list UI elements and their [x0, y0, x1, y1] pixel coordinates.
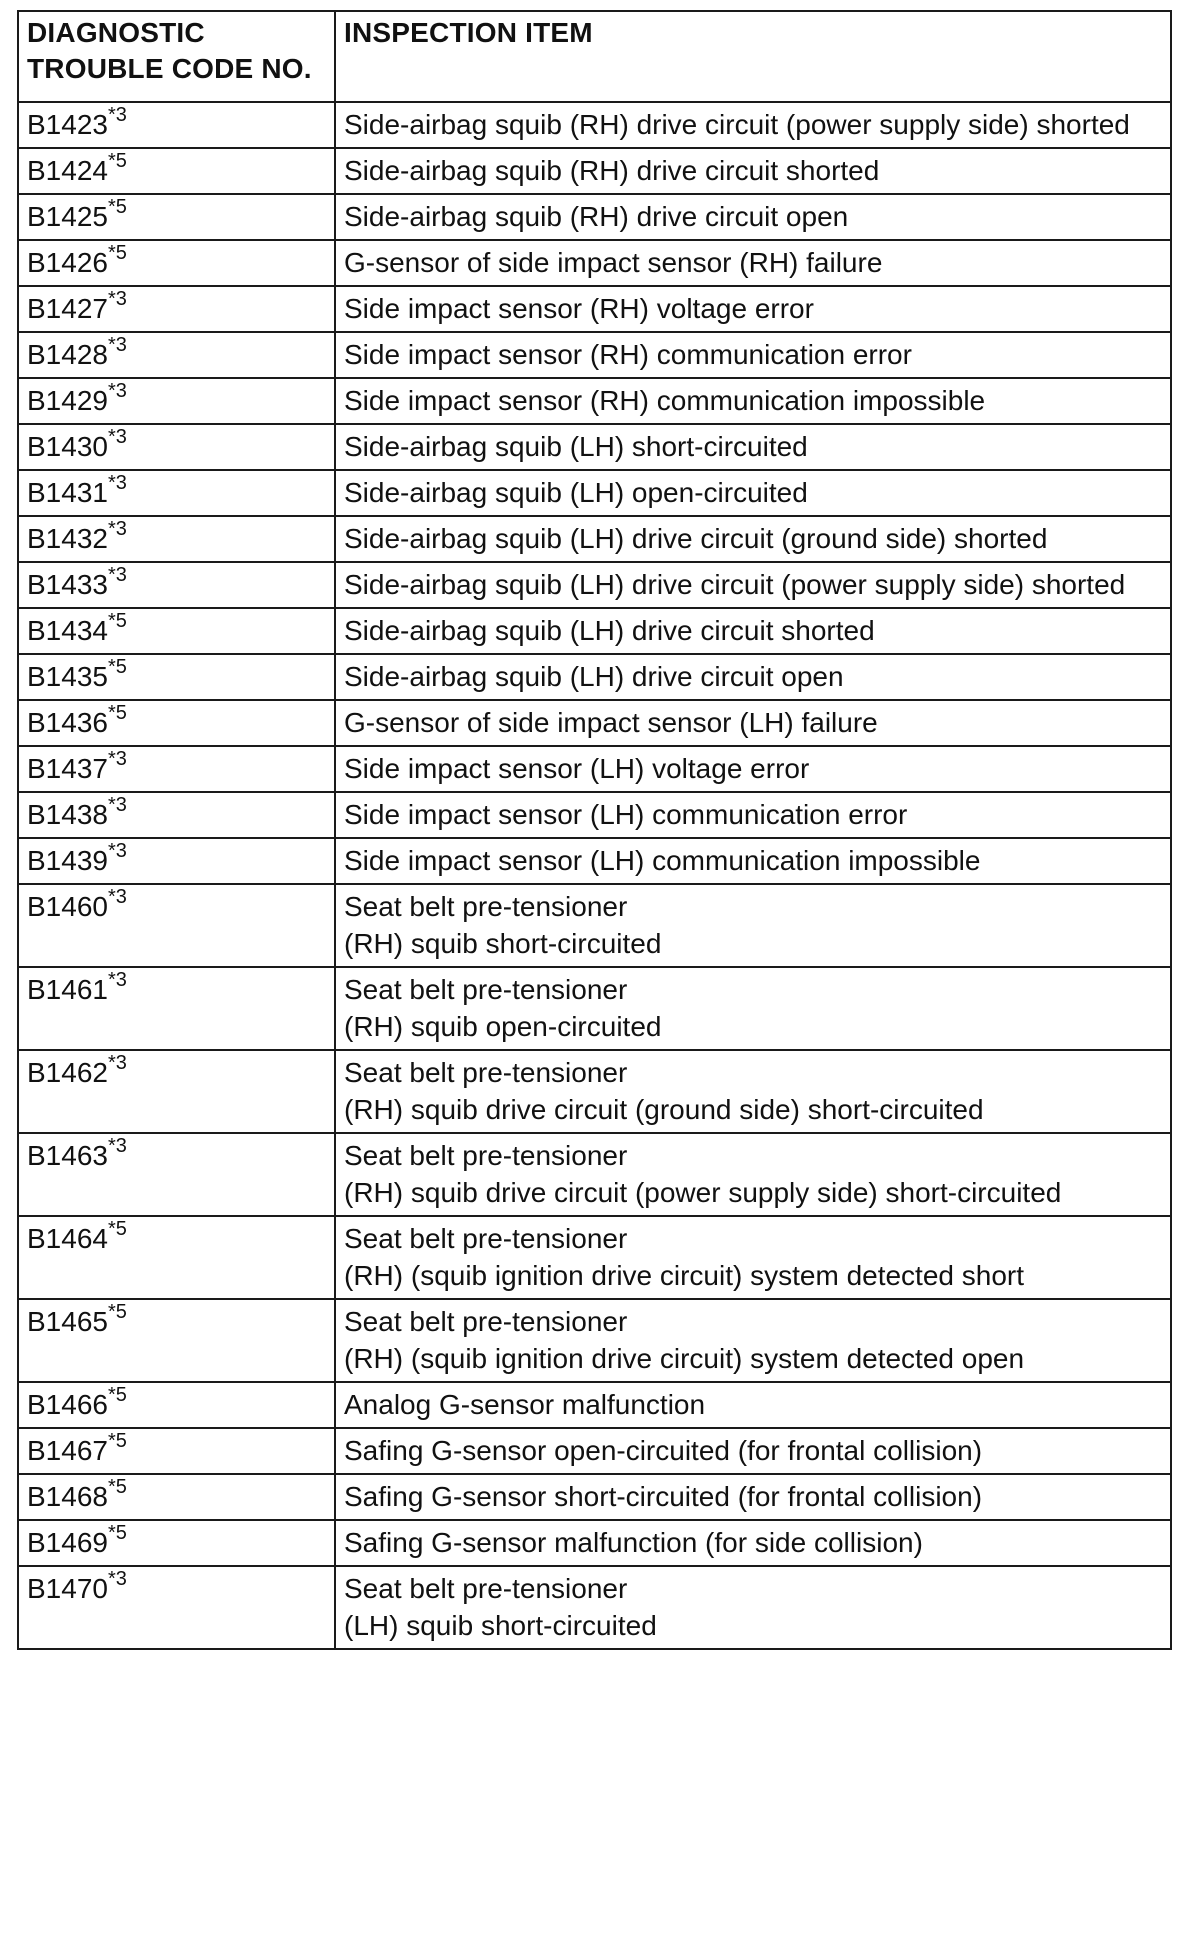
- header-code: [18, 11, 335, 102]
- footnote-marker: *5: [107, 1300, 127, 1323]
- dtc-code-cell: [18, 1428, 335, 1474]
- dtc-code: B1425: [27, 201, 108, 232]
- inspection-item-cell: [335, 1428, 1171, 1474]
- table-row: [18, 700, 1171, 746]
- dtc-code-cell: [18, 470, 335, 516]
- footnote-marker: *3: [107, 103, 127, 126]
- inspection-item-cell: [335, 378, 1171, 424]
- dtc-code-cell: [18, 608, 335, 654]
- inspection-item-text: Safing G-sensor open-circuited (for frontal collision): [344, 1435, 983, 1466]
- inspection-item-text: Safing G-sensor malfunction (for side collision): [344, 1527, 923, 1558]
- footnote-marker: *5: [107, 1475, 127, 1498]
- footnote-marker: *5: [107, 701, 127, 724]
- inspection-item-text: Side-airbag squib (LH) short-circuited: [344, 431, 808, 462]
- inspection-item-text: Side impact sensor (RH) communication error: [344, 339, 912, 370]
- dtc-code: B1431: [27, 477, 108, 508]
- inspection-item-cell: [335, 470, 1171, 516]
- inspection-item-cell: [335, 194, 1171, 240]
- dtc-code-cell: [18, 838, 335, 884]
- footnote-marker: *3: [107, 747, 127, 770]
- dtc-code: B1460: [27, 891, 108, 922]
- inspection-item-cell: [335, 562, 1171, 608]
- table-row: [18, 332, 1171, 378]
- footnote-marker: *3: [107, 379, 127, 402]
- footnote-marker: *5: [107, 1217, 127, 1240]
- footnote-marker: *3: [107, 517, 127, 540]
- dtc-code: B1436: [27, 707, 108, 738]
- dtc-code: B1438: [27, 799, 108, 830]
- footnote-marker: *5: [107, 1521, 127, 1544]
- footnote-marker: *5: [107, 1429, 127, 1452]
- inspection-item-cell: [335, 884, 1171, 967]
- dtc-code-cell: [18, 1050, 335, 1133]
- inspection-item-cell: [335, 148, 1171, 194]
- table-row: [18, 1050, 1171, 1133]
- inspection-item-cell: [335, 1382, 1171, 1428]
- table-body: [18, 102, 1171, 1649]
- dtc-code-cell: [18, 424, 335, 470]
- inspection-item-text: Side impact sensor (LH) voltage error: [344, 753, 810, 784]
- footnote-marker: *3: [107, 333, 127, 356]
- dtc-code-cell: [18, 1566, 335, 1649]
- dtc-code-cell: [18, 792, 335, 838]
- dtc-code: B1433: [27, 569, 108, 600]
- footnote-marker: *5: [107, 195, 127, 218]
- dtc-code: B1463: [27, 1140, 108, 1171]
- dtc-code: B1432: [27, 523, 108, 554]
- footnote-marker: *3: [107, 471, 127, 494]
- inspection-item-text: G-sensor of side impact sensor (RH) failure: [344, 247, 883, 278]
- dtc-code-cell: [18, 1520, 335, 1566]
- inspection-item-text: (RH) squib drive circuit (power supply side) short-circuited: [344, 1177, 1062, 1208]
- header-item-label: INSPECTION ITEM: [344, 17, 593, 48]
- dtc-code: B1424: [27, 155, 108, 186]
- dtc-code: B1430: [27, 431, 108, 462]
- table-row: [18, 240, 1171, 286]
- table-row: [18, 562, 1171, 608]
- inspection-item-text: Side-airbag squib (LH) open-circuited: [344, 477, 808, 508]
- header-inspection-item: [335, 11, 1171, 102]
- table-row: [18, 516, 1171, 562]
- table-row: [18, 967, 1171, 1050]
- dtc-code-cell: [18, 1382, 335, 1428]
- dtc-code-cell: [18, 967, 335, 1050]
- footnote-marker: *3: [107, 1134, 127, 1157]
- dtc-code: B1468: [27, 1481, 108, 1512]
- dtc-code: B1434: [27, 615, 108, 646]
- inspection-item-text: Safing G-sensor short-circuited (for frontal collision): [344, 1481, 983, 1512]
- inspection-item-text: Analog G-sensor malfunction: [344, 1389, 706, 1420]
- table-row: [18, 1474, 1171, 1520]
- footnote-marker: *3: [107, 1051, 127, 1074]
- inspection-item-text: Seat belt pre-tensioner: [344, 1306, 628, 1337]
- inspection-item-cell: [335, 240, 1171, 286]
- dtc-code-cell: [18, 746, 335, 792]
- inspection-item-cell: [335, 746, 1171, 792]
- dtc-code: B1423: [27, 109, 108, 140]
- dtc-code-cell: [18, 516, 335, 562]
- inspection-item-cell: [335, 286, 1171, 332]
- inspection-item-text: Side-airbag squib (LH) drive circuit (ground side) shorted: [344, 523, 1048, 554]
- dtc-code: B1462: [27, 1057, 108, 1088]
- inspection-item-text: (RH) squib drive circuit (ground side) short-circuited: [344, 1094, 984, 1125]
- inspection-item-cell: [335, 1216, 1171, 1299]
- footnote-marker: *3: [107, 968, 127, 991]
- inspection-item-cell: [335, 1474, 1171, 1520]
- table-row: [18, 1428, 1171, 1474]
- table-row: [18, 1520, 1171, 1566]
- dtc-code-cell: [18, 1474, 335, 1520]
- dtc-code-cell: [18, 286, 335, 332]
- table-row: [18, 654, 1171, 700]
- dtc-code-cell: [18, 148, 335, 194]
- dtc-code: B1467: [27, 1435, 108, 1466]
- inspection-item-cell: [335, 792, 1171, 838]
- inspection-item-text: Side impact sensor (LH) communication impossible: [344, 845, 981, 876]
- table-row: [18, 1216, 1171, 1299]
- dtc-code: B1469: [27, 1527, 108, 1558]
- dtc-code-cell: [18, 240, 335, 286]
- footnote-marker: *3: [107, 287, 127, 310]
- footnote-marker: *3: [107, 793, 127, 816]
- inspection-item-cell: [335, 102, 1171, 148]
- inspection-item-text: (RH) (squib ignition drive circuit) system detected short: [344, 1260, 1025, 1291]
- footnote-marker: *5: [107, 241, 127, 264]
- inspection-item-text: Seat belt pre-tensioner: [344, 974, 628, 1005]
- table-row: [18, 608, 1171, 654]
- dtc-code: B1466: [27, 1389, 108, 1420]
- footnote-marker: *3: [107, 885, 127, 908]
- inspection-item-text: (RH) (squib ignition drive circuit) system detected open: [344, 1343, 1025, 1374]
- inspection-item-cell: [335, 1133, 1171, 1216]
- table-row: [18, 424, 1171, 470]
- table-header-row: [18, 11, 1171, 102]
- footnote-marker: *5: [107, 149, 127, 172]
- dtc-code-cell: [18, 194, 335, 240]
- inspection-item-text: Side-airbag squib (LH) drive circuit shorted: [344, 615, 875, 646]
- dtc-code: B1439: [27, 845, 108, 876]
- table-row: [18, 884, 1171, 967]
- dtc-code-cell: [18, 1133, 335, 1216]
- inspection-item-cell: [335, 1050, 1171, 1133]
- footnote-marker: *5: [107, 1383, 127, 1406]
- inspection-item-text: Side-airbag squib (RH) drive circuit shorted: [344, 155, 880, 186]
- dtc-code-cell: [18, 332, 335, 378]
- dtc-code-cell: [18, 884, 335, 967]
- inspection-item-text: Seat belt pre-tensioner: [344, 1140, 628, 1171]
- dtc-code: B1465: [27, 1306, 108, 1337]
- table-row: [18, 378, 1171, 424]
- inspection-item-text: (RH) squib open-circuited: [344, 1011, 662, 1042]
- inspection-item-cell: [335, 332, 1171, 378]
- dtc-code-cell: [18, 378, 335, 424]
- footnote-marker: *3: [107, 563, 127, 586]
- table-row: [18, 148, 1171, 194]
- dtc-code-cell: [18, 654, 335, 700]
- inspection-item-text: Seat belt pre-tensioner: [344, 1223, 628, 1254]
- inspection-item-text: Side impact sensor (RH) communication impossible: [344, 385, 986, 416]
- table-row: [18, 1382, 1171, 1428]
- dtc-code-cell: [18, 102, 335, 148]
- inspection-item-text: Seat belt pre-tensioner: [344, 1573, 628, 1604]
- dtc-code: B1427: [27, 293, 108, 324]
- dtc-code: B1426: [27, 247, 108, 278]
- dtc-table: [17, 10, 1172, 1650]
- table-row: [18, 470, 1171, 516]
- inspection-item-text: Side-airbag squib (LH) drive circuit (power supply side) shorted: [344, 569, 1126, 600]
- inspection-item-text: Side impact sensor (RH) voltage error: [344, 293, 814, 324]
- dtc-code: B1461: [27, 974, 108, 1005]
- inspection-item-text: Side-airbag squib (RH) drive circuit (power supply side) shorted: [344, 109, 1130, 140]
- inspection-item-cell: [335, 838, 1171, 884]
- table-row: [18, 286, 1171, 332]
- inspection-item-cell: [335, 967, 1171, 1050]
- footnote-marker: *3: [107, 1567, 127, 1590]
- inspection-item-text: Side impact sensor (LH) communication error: [344, 799, 908, 830]
- inspection-item-text: Seat belt pre-tensioner: [344, 1057, 628, 1088]
- inspection-item-text: Side-airbag squib (RH) drive circuit open: [344, 201, 849, 232]
- dtc-code-cell: [18, 1216, 335, 1299]
- footnote-marker: *3: [107, 425, 127, 448]
- footnote-marker: *3: [107, 839, 127, 862]
- inspection-item-text: Side-airbag squib (LH) drive circuit open: [344, 661, 844, 692]
- table-row: [18, 194, 1171, 240]
- dtc-code: B1435: [27, 661, 108, 692]
- dtc-code: B1437: [27, 753, 108, 784]
- dtc-code-cell: [18, 562, 335, 608]
- dtc-code: B1464: [27, 1223, 108, 1254]
- inspection-item-cell: [335, 1299, 1171, 1382]
- inspection-item-cell: [335, 608, 1171, 654]
- inspection-item-text: Seat belt pre-tensioner: [344, 891, 628, 922]
- footnote-marker: *5: [107, 655, 127, 678]
- dtc-code: B1429: [27, 385, 108, 416]
- inspection-item-text: G-sensor of side impact sensor (LH) failure: [344, 707, 878, 738]
- table-row: [18, 792, 1171, 838]
- footnote-marker: *5: [107, 609, 127, 632]
- dtc-code-cell: [18, 700, 335, 746]
- table-row: [18, 1133, 1171, 1216]
- inspection-item-cell: [335, 1566, 1171, 1649]
- inspection-item-text: (LH) squib short-circuited: [344, 1610, 657, 1641]
- inspection-item-cell: [335, 654, 1171, 700]
- inspection-item-text: (RH) squib short-circuited: [344, 928, 662, 959]
- header-code-label: DIAGNOSTIC TROUBLE CODE NO.: [27, 17, 312, 84]
- dtc-code-cell: [18, 1299, 335, 1382]
- table-row: [18, 1566, 1171, 1649]
- dtc-code: B1470: [27, 1573, 108, 1604]
- dtc-code: B1428: [27, 339, 108, 370]
- inspection-item-cell: [335, 1520, 1171, 1566]
- table-row: [18, 1299, 1171, 1382]
- table-row: [18, 102, 1171, 148]
- table-row: [18, 838, 1171, 884]
- inspection-item-cell: [335, 424, 1171, 470]
- inspection-item-cell: [335, 700, 1171, 746]
- table-row: [18, 746, 1171, 792]
- inspection-item-cell: [335, 516, 1171, 562]
